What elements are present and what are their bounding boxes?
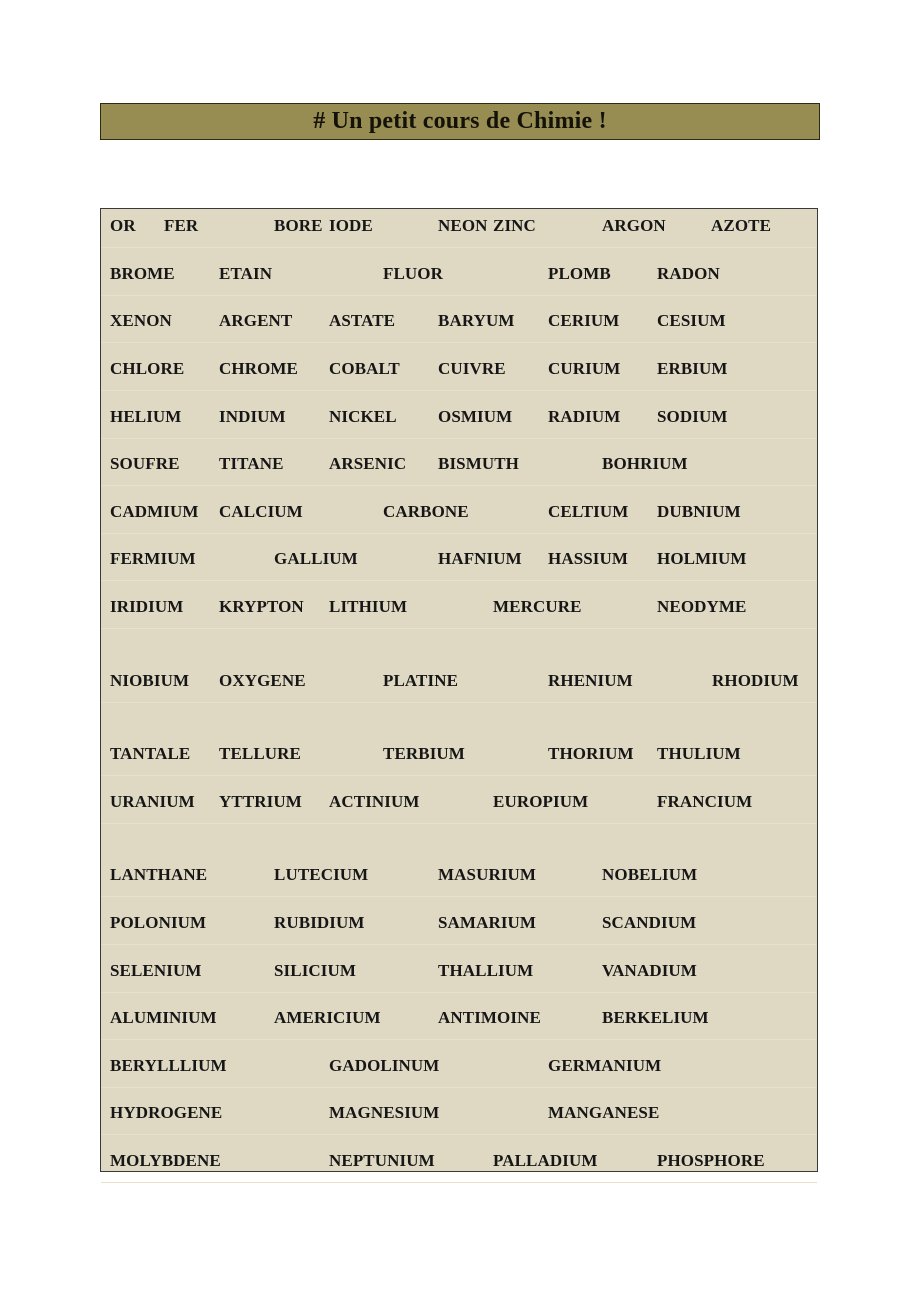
element-word: BARYUM xyxy=(438,311,515,330)
element-word: NICKEL xyxy=(329,407,397,426)
element-word: SOUFRE xyxy=(110,454,180,473)
element-word: TELLURE xyxy=(219,744,301,763)
element-word: KRYPTON xyxy=(219,597,304,616)
element-word: PLOMB xyxy=(548,264,611,283)
element-word: NIOBIUM xyxy=(110,671,190,690)
element-word: SAMARIUM xyxy=(438,913,537,932)
element-word: SELENIUM xyxy=(110,961,202,980)
element-word: THALLIUM xyxy=(438,961,534,980)
element-word: ERBIUM xyxy=(657,359,728,378)
element-word: RHODIUM xyxy=(712,671,799,690)
element-word: EUROPIUM xyxy=(493,792,589,811)
page-title: # Un petit cours de Chimie ! xyxy=(313,108,607,134)
element-word: ANTIMOINE xyxy=(438,1008,541,1027)
word-row xyxy=(101,665,817,703)
element-word: BOHRIUM xyxy=(602,454,688,473)
element-word: THORIUM xyxy=(548,744,634,763)
element-word: GERMANIUM xyxy=(548,1056,662,1075)
element-word: HELIUM xyxy=(110,407,182,426)
element-word: SILICIUM xyxy=(274,961,357,980)
element-word: GADOLINUM xyxy=(329,1056,440,1075)
element-word: NEODYME xyxy=(657,597,747,616)
element-word: MASURIUM xyxy=(438,865,537,884)
element-word: FRANCIUM xyxy=(657,792,753,811)
element-word: HASSIUM xyxy=(548,549,629,568)
element-word: IRIDIUM xyxy=(110,597,184,616)
element-word: ALUMINIUM xyxy=(110,1008,217,1027)
element-word: CADMIUM xyxy=(110,502,199,521)
element-word: SODIUM xyxy=(657,407,728,426)
element-word: BERYLLLIUM xyxy=(110,1056,227,1075)
element-word: CURIUM xyxy=(548,359,621,378)
element-word: ACTINIUM xyxy=(329,792,420,811)
element-word: CELTIUM xyxy=(548,502,629,521)
element-word: TERBIUM xyxy=(383,744,465,763)
element-word: HAFNIUM xyxy=(438,549,522,568)
element-word: RADON xyxy=(657,264,720,283)
element-word: ZINC xyxy=(493,216,536,235)
word-grid xyxy=(100,208,818,1172)
element-word: TITANE xyxy=(219,454,284,473)
element-word: BROME xyxy=(110,264,175,283)
element-word: CHLORE xyxy=(110,359,185,378)
element-word: NEPTUNIUM xyxy=(329,1151,435,1170)
element-word: CUIVRE xyxy=(438,359,506,378)
title-banner xyxy=(100,103,820,140)
element-word: FER xyxy=(164,216,199,235)
element-word: OR xyxy=(110,216,136,235)
element-word: AZOTE xyxy=(711,216,772,235)
element-word: ETAIN xyxy=(219,264,273,283)
element-word: INDIUM xyxy=(219,407,286,426)
element-word: YTTRIUM xyxy=(219,792,302,811)
element-word: THULIUM xyxy=(657,744,741,763)
element-word: HYDROGENE xyxy=(110,1103,223,1122)
element-word: IODE xyxy=(329,216,373,235)
element-word: BERKELIUM xyxy=(602,1008,709,1027)
element-word: OSMIUM xyxy=(438,407,513,426)
element-word: BISMUTH xyxy=(438,454,519,473)
element-word: HOLMIUM xyxy=(657,549,747,568)
element-word: BORE xyxy=(274,216,323,235)
element-word: SCANDIUM xyxy=(602,913,697,932)
element-word: MERCURE xyxy=(493,597,582,616)
element-word: FERMIUM xyxy=(110,549,196,568)
element-word: NOBELIUM xyxy=(602,865,698,884)
element-word: NEON xyxy=(438,216,488,235)
element-word: LANTHANE xyxy=(110,865,208,884)
element-word: PHOSPHORE xyxy=(657,1151,765,1170)
element-word: MOLYBDENE xyxy=(110,1151,221,1170)
element-word: RUBIDIUM xyxy=(274,913,365,932)
element-word: GALLIUM xyxy=(274,549,358,568)
element-word: COBALT xyxy=(329,359,400,378)
element-word: LITHIUM xyxy=(329,597,408,616)
element-word: RADIUM xyxy=(548,407,621,426)
element-word: CERIUM xyxy=(548,311,620,330)
element-word: ASTATE xyxy=(329,311,396,330)
element-word: CALCIUM xyxy=(219,502,303,521)
element-word: AMERICIUM xyxy=(274,1008,381,1027)
element-word: DUBNIUM xyxy=(657,502,741,521)
element-word: VANADIUM xyxy=(602,961,697,980)
element-word: URANIUM xyxy=(110,792,195,811)
element-word: MAGNESIUM xyxy=(329,1103,440,1122)
element-word: CHROME xyxy=(219,359,298,378)
element-word: LUTECIUM xyxy=(274,865,369,884)
element-word: OXYGENE xyxy=(219,671,306,690)
element-word: RHENIUM xyxy=(548,671,633,690)
element-word: ARGENT xyxy=(219,311,293,330)
element-word: XENON xyxy=(110,311,172,330)
element-word: ARSENIC xyxy=(329,454,407,473)
element-word: CARBONE xyxy=(383,502,469,521)
element-word: ARGON xyxy=(602,216,666,235)
element-word: PLATINE xyxy=(383,671,459,690)
element-word: CESIUM xyxy=(657,311,726,330)
element-word: FLUOR xyxy=(383,264,443,283)
element-word: TANTALE xyxy=(110,744,191,763)
element-word: PALLADIUM xyxy=(493,1151,598,1170)
element-word: POLONIUM xyxy=(110,913,207,932)
element-word: MANGANESE xyxy=(548,1103,660,1122)
